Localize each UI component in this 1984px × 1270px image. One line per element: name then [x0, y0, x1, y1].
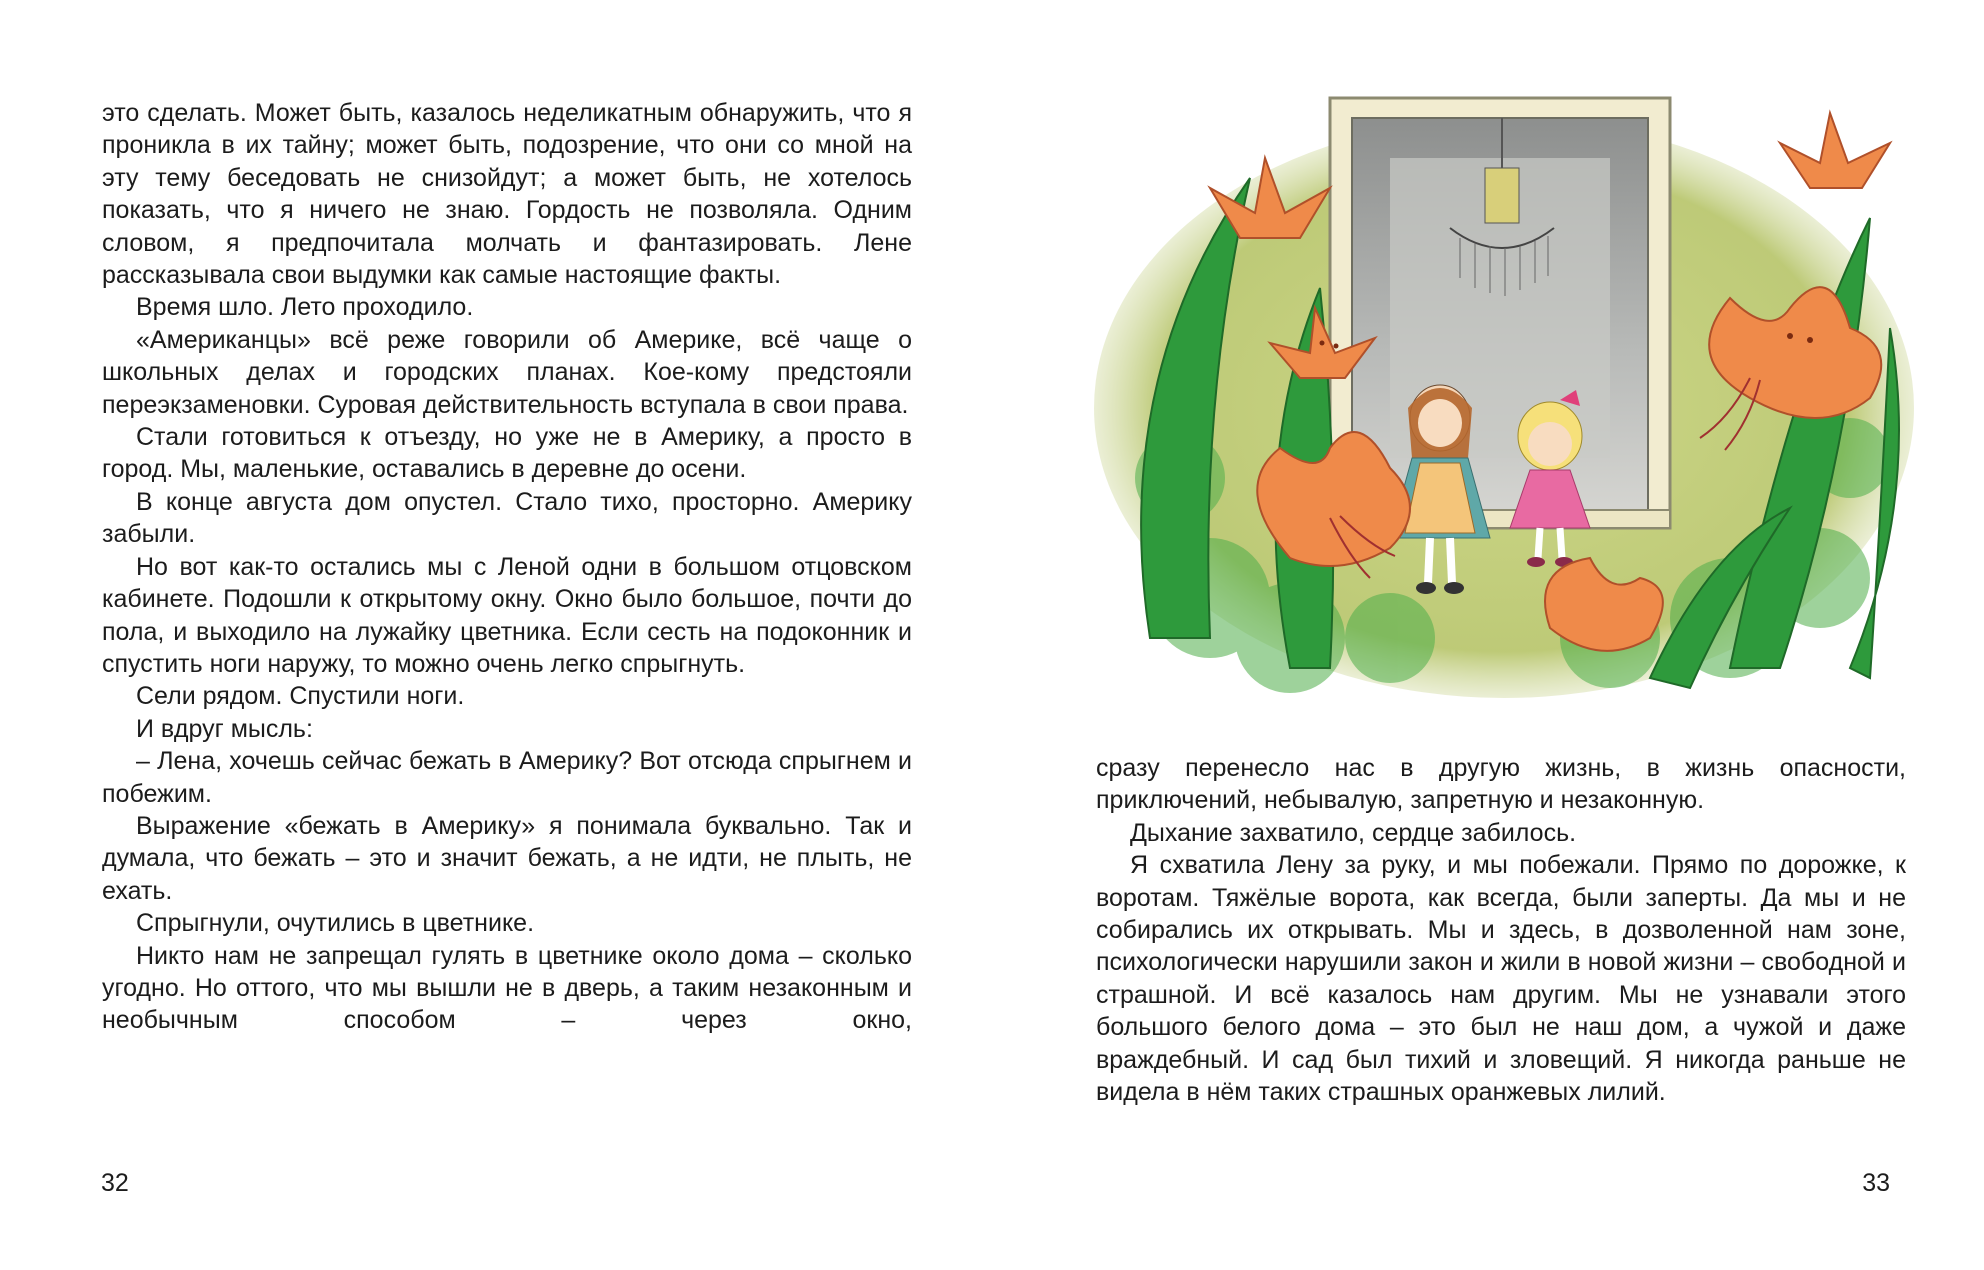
- paragraph: Я схватила Лену за руку, и мы побежали. Прямо по дорожке, к воротам. Тяжёлые ворота, как всегда, были заперты. Да мы и не собирались их открывать. Мы и здесь, в дозволенной нам зоне, психологически нарушили закон и жили в новой жизни – свободной и страшной. И всё казалось нам другим. Мы не узнавали этого большого белого дома – это был не наш дом, а чужой и даже враждебный. И сад был тихий и зловещий. Я никогда раньше не видела в нём таких страшных оранжевых лилий.: [1096, 851, 1906, 1107]
- paragraph: сразу перенесло нас в другую жизнь, в жизнь опасности, приключений, небывалую, запретную и незаконную.: [1096, 754, 1906, 815]
- paragraph: Выражение «бежать в Америку» я понимала буквально. Так и думала, что бежать – это и значит бежать, а не идти, не плыть, не ехать.: [102, 811, 912, 905]
- paragraph: Никто нам не запрещал гулять в цветнике около дома – сколько угодно. Но оттого, что мы вышли не в дверь, а таким незаконным и необычным способом – через окно,: [102, 941, 912, 1035]
- right-page-text: [1096, 752, 1906, 1108]
- paragraph: В конце августа дом опустел. Стало тихо, просторно. Америку забыли.: [102, 487, 912, 549]
- paragraph: это сделать. Может быть, казалось неделикатным обнаружить, что я проникла в их тайну; может быть, подозрение, что они со мной на эту тему беседовать не снизойдут; а может быть, не хотелось показать, что я ничего не знаю. Гордость не позволяла. Одним словом, я предпочитала молчать и фантазировать. Лене рассказывала свои выдумки как самые настоящие факты.: [102, 99, 912, 290]
- right-page: [992, 0, 1984, 1270]
- left-page-text: [102, 97, 912, 1037]
- paragraph: Сели рядом. Спустили ноги.: [136, 682, 465, 711]
- page-number-left: 32: [101, 1169, 129, 1197]
- paragraph: Дыхание захватило, сердце забилось.: [1130, 818, 1577, 847]
- illustration: [1090, 78, 1918, 718]
- paragraph: – Лена, хочешь сейчас бежать в Америку? Вот отсюда спрыгнем и побежим.: [102, 747, 912, 808]
- paragraph: Спрыгнули, очутились в цветнике.: [136, 909, 535, 938]
- paragraph: Стали готовиться к отъезду, но уже не в Америку, а просто в город. Мы, маленькие, оставались в деревне до осени.: [102, 423, 912, 484]
- paragraph: Время шло. Лето проходило.: [136, 293, 474, 322]
- paragraph: «Американцы» всё реже говорили об Америке, всё чаще о школьных делах и городских планах. Кое-кому предстояли переэкзаменовки. Суровая действительность вступала в свои права.: [102, 325, 912, 419]
- page-number-right: 33: [1862, 1169, 1890, 1197]
- paragraph: Но вот как-то остались мы с Леной одни в большом отцовском кабинете. Подошли к открытому окну. Окно было большое, почти до пола, и выходило на лужайку цветника. Если сесть на подоконник и спустить ноги наружу, то можно очень легко спрыгнуть.: [102, 552, 912, 678]
- paragraph: И вдруг мысль:: [136, 714, 313, 743]
